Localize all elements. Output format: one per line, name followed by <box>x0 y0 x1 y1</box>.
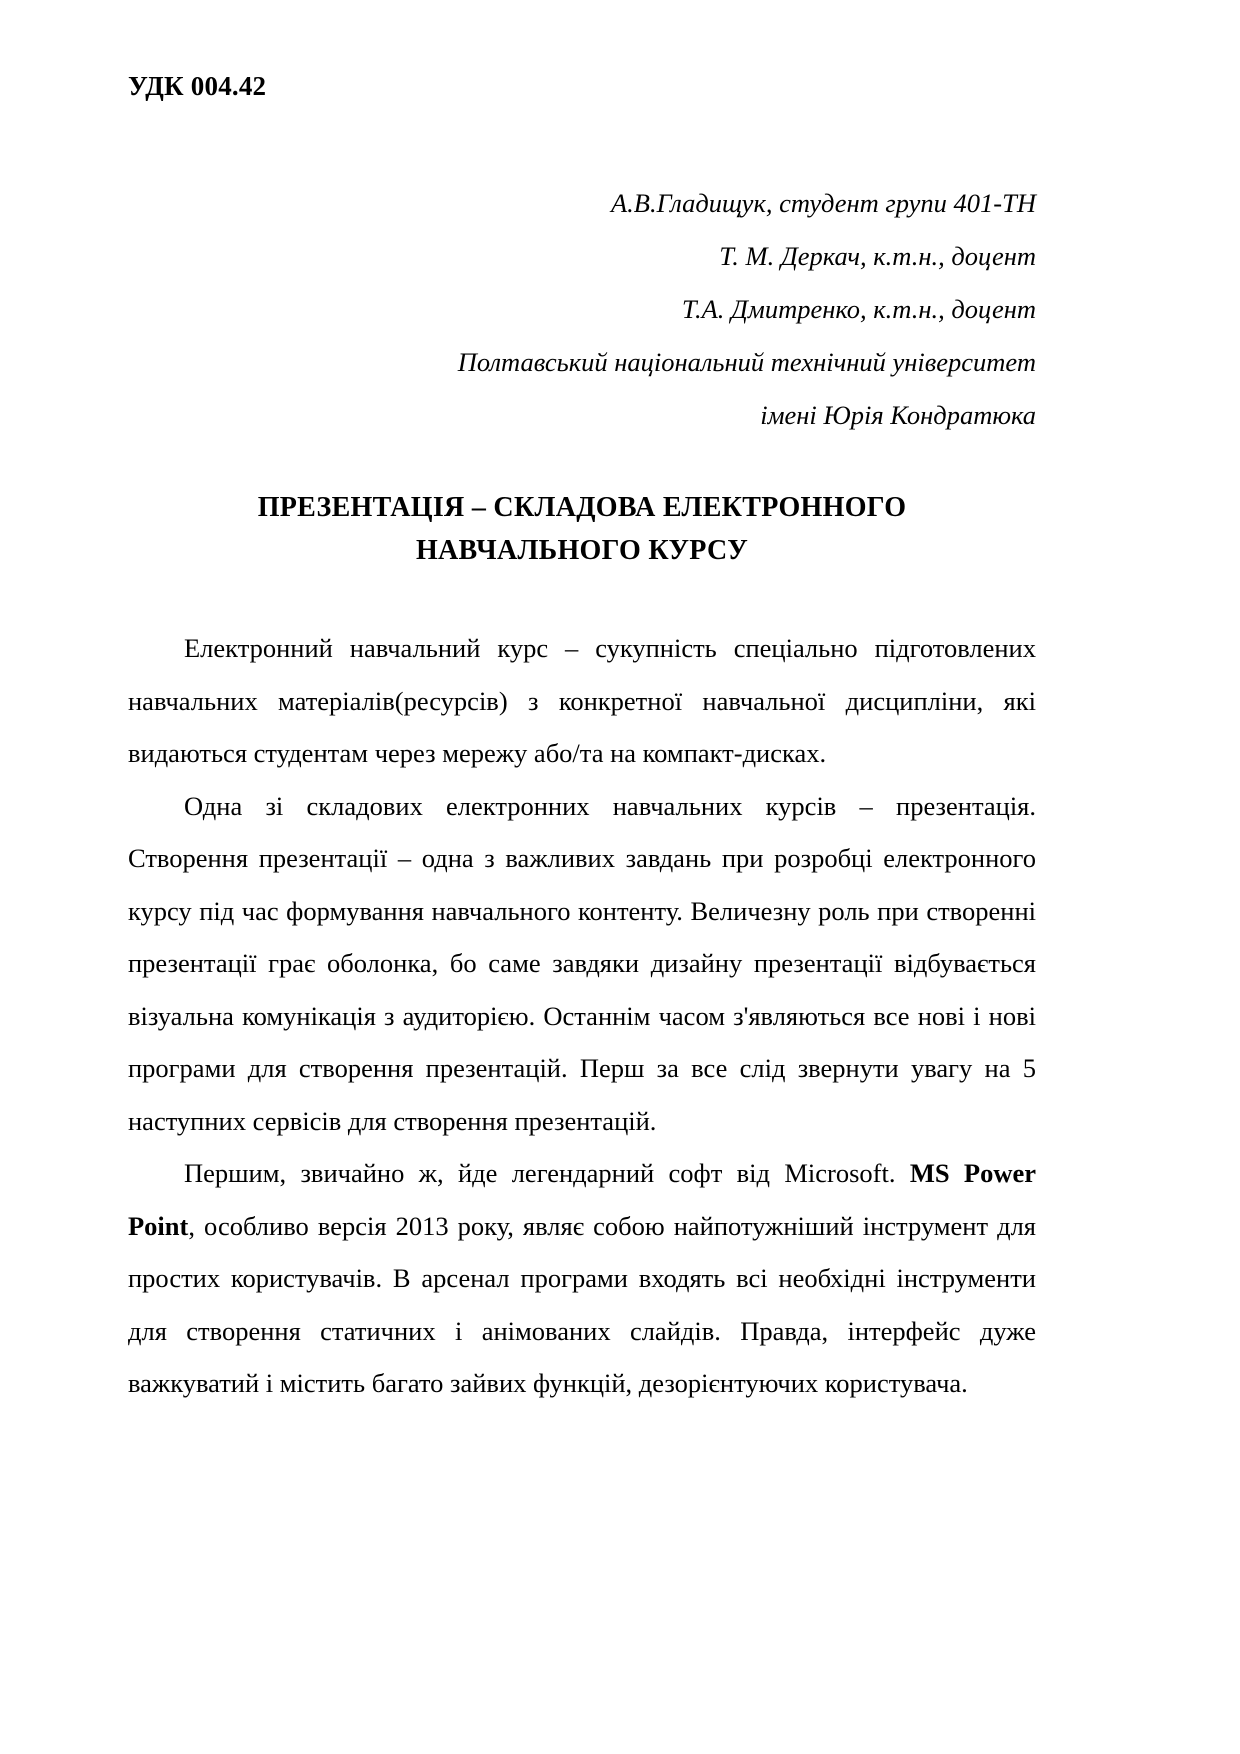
author-line-dmytrenko: Т.А. Дмитренко, к.т.н., доцент <box>681 293 1036 324</box>
title-line-2: НАВЧАЛЬНОГО КУРСУ <box>415 535 749 567</box>
author-block <box>128 177 1036 442</box>
page-title <box>128 486 1036 573</box>
paragraph-1: Електронний навчальний курс – сукупність спеціально підготовлених навчальних матеріалів(ресурсів) з конкретної навчальної дисципліни, які видаються студентам через мережу або/та на компакт-дисках. <box>128 633 1036 769</box>
affiliation-line-name: імені Юрія Кондратюка <box>760 399 1036 430</box>
author-line-student: А.В.Гладищук, студент групи 401-ТН <box>610 187 1036 218</box>
paragraph-2: Одна зі складових електронних навчальних курсів – презентація. Створення презентації – одна з важливих завдань при розробці електронного курсу під час формування навчального контенту. Величезну роль при створенні презентації грає оболонка, бо саме завдяки дизайну презентації відбувається візуальна комунікація з аудиторією. Останнім часом з'являються все нові і нові програми для створення презентацій. Перш за все слід звернути увагу на 5 наступних сервісів для створення презентацій. <box>128 790 1036 1136</box>
udk-code: УДК 004.42 <box>128 71 267 101</box>
author-line-derkach: Т. М. Деркач, к.т.н., доцент <box>719 240 1036 271</box>
paragraph-3-text-after: , особливо версія 2013 року, являє собою найпотужніший інструмент для простих користувачів. В арсенал програми входять всі необхідні інструменти для створення статичних і анімованих слайдів. Правда, інтерфейс дуже важкуватий і містить багато зайвих функцій, дезорієнтуючих користувача. <box>128 1210 1036 1399</box>
paragraph-3-text-before: Першим, звичайно ж, йде легендарний софт від Microsoft. <box>184 1158 910 1189</box>
title-line-1: ПРЕЗЕНТАЦІЯ – СКЛАДОВА ЕЛЕКТРОННОГО <box>257 491 907 523</box>
product-name-ms-power-point: MS Power Point <box>128 1158 1036 1241</box>
body-text <box>128 622 1036 1409</box>
document-content <box>128 0 1036 1410</box>
paragraph-3 <box>128 1147 1036 1409</box>
affiliation-line-university: Полтавський національний технічний університет <box>457 346 1036 377</box>
